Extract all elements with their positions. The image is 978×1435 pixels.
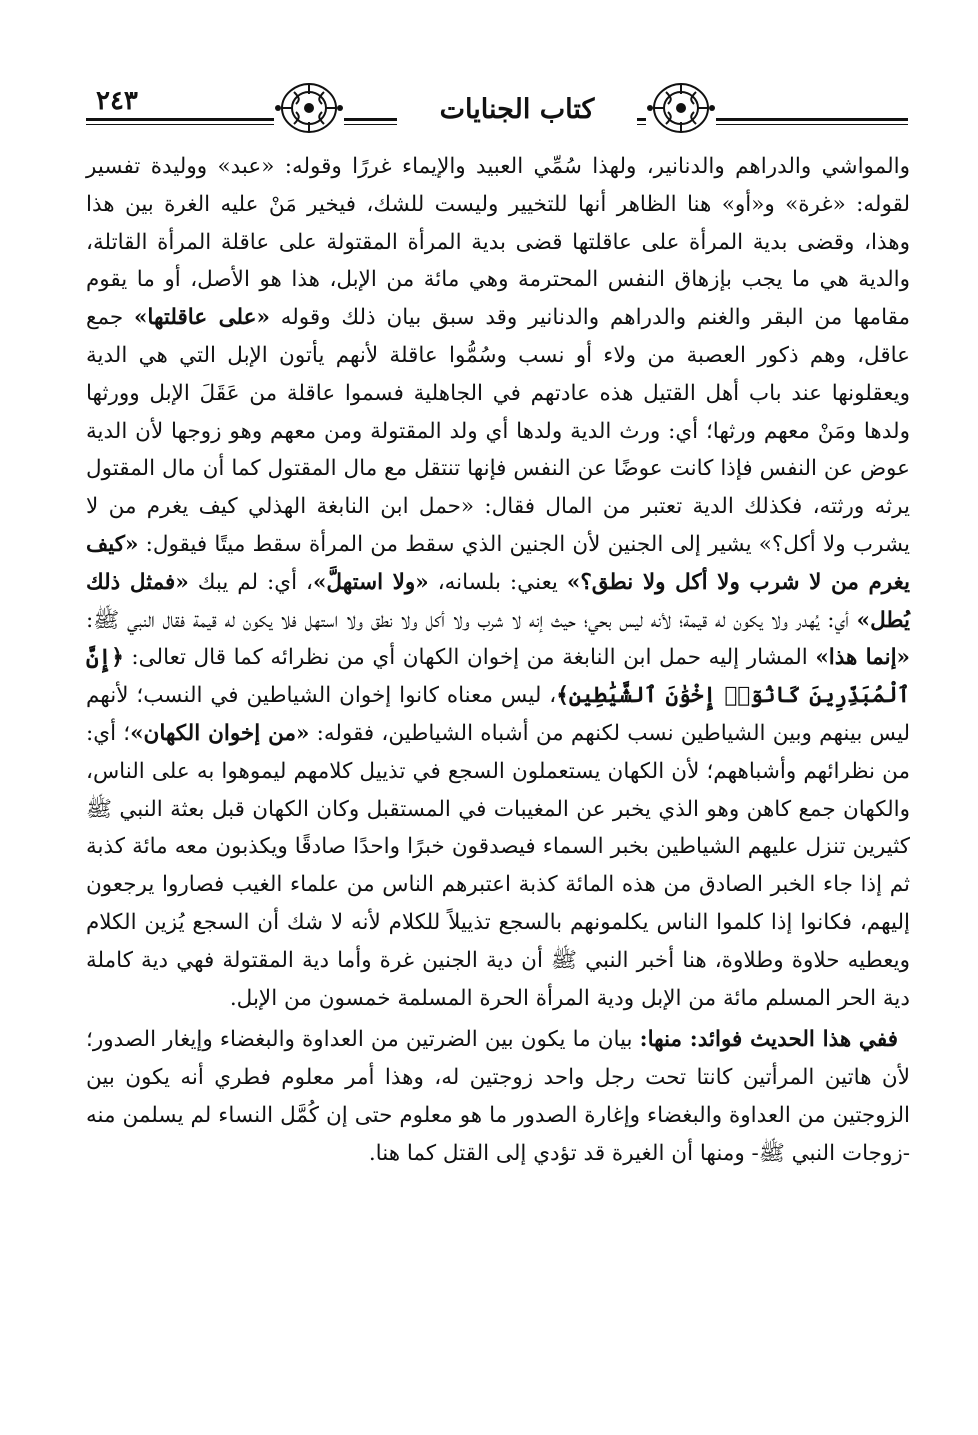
text-run: أي: يُهدر ولا يكون له قيمة؛ لأنه ليس بحي؛ حيث إنه لا شرب ولا أكل ولا نطق ولا استهل فلا يكون له قيمة فقال النبي ﷺ: (86, 607, 857, 633)
text-run: والمواشي والدراهم والدنانير، ولهذا سُمِّي العبيد والإيماء غررًا وقوله: «عبد» ووليدة تفسير لقوله: «غرة» و«أو» هنا الظاهر أنها للتخيير وليست للشك، فيخير مَنْ عليه الغرة بين هذا وهذا، وقضى بدية المرأة على عاقلتها قضى بدية المرأة المقتولة على عاقلة المرأة القاتلة، والدية هي ما يجب بإزهاق النفس المحترمة وهي مائة من الإبل، هذا هو الأصل، أو ما يقوم مقامها من البقر والغنم والدراهم والدنانير وقد سبق بيان ذلك وقوله (86, 154, 911, 331)
quoted-phrase: «إنما هذا» (815, 645, 910, 671)
benefits-heading: ففي هذا الحديث فوائد: منها: (639, 1027, 898, 1053)
chapter-title: كتاب الجنايات (397, 94, 637, 125)
text-run: المشار إليه حمل ابن النابغة من إخوان الكهان أي من نظرائه كما قال تعالى: (123, 645, 816, 671)
text-run: ؛ أي: من نظرائهم وأشباههم؛ لأن الكهان يستعملون السجع في تذييل كلامهم ليموهوا به على الناس، والكهان جمع كاهن وهو الذي يخبر عن المغيبات في المستقبل وكان الكهان قبل بعثة النبي ﷺ كثيرين تنزل عليهم الشياطين بخبر السماء فيصدقون خبرًا واحدًا صادقًا ويكذبون معه مائة كذبة ثم إذا جاء الخبر الصادق من هذه المائة كذبة اعتبرهم الناس من علماء الغيب فصاروا يرجعون إليهم، فكانوا إذا كلموا الناس يكلمونهم بالسجع تذييلاً للكلام لأنه لا شك أن السجع يُزين الكلام ويعطيه حلاوة وطلاوة، هنا أخبر النبي ﷺ أن دية الجنين غرة وأما دية المقتولة فهي دية كاملة دية الحر المسلم مائة من الإبل ودية المرأة الحرة المسلمة خمسون من الإبل. (86, 720, 910, 1011)
paragraph-benefits (86, 1021, 910, 1172)
quoted-phrase: «من إخوان الكهان» (130, 720, 310, 746)
right-ornament-icon (646, 80, 716, 136)
page-header (86, 72, 908, 142)
text-run: بيان ما يكون بين الضرتين من العداوة والبغضاء وإيغار الصدور؛ لأن هاتين المرأتين كانتا تحت رجل واحد زوجتين له، وهذا أمر معلوم فطري أنه يكون بين الزوجتين من العداوة والبغضاء وإغارة الصدور ما هو معلوم حتى إن كُمَّل النساء لم يسلمن منه -زوجات النبي ﷺ- ومنها أن الغيرة قد تؤدي إلى القتل كما هنا. (86, 1027, 910, 1166)
paragraph-commentary (86, 148, 910, 1017)
quoted-phrase: «كيف يغرم من لا شرب ولا أكل ولا نطق؟» (86, 531, 910, 595)
text-run: يعني: بلسانه، (428, 569, 567, 595)
text-run: جمع عاقل، وهم ذكور العصبة من ولاء أو نسب وسُمُّوا عاقلة لأنهم يأتون الإبل التي هي الدية ويعقلونها عند باب أهل القتيل هذه عادتهم في الجاهلية فسموا عاقلة من عَقَلَ الإبل وورثها ولدها ومَنْ معهم ورثها؛ أي: ورث الدية ولدها أي ولد المقتولة ومن معهم وهو زوجها لأن الدية عوض عن النفس فإذا كانت عوضًا عن النفس فإنها تنتقل مع مال المقتول كما أن مال المقتول يرثه ورثته، فكذلك الدية تعتبر من المال فقال: «حمل ابن النابغة الهذلي كيف يغرم من لا يشرب ولا أكل؟» يشير إلى الجنين لأن الجنين الذي سقط من المرأة سقط ميتًا فيقول: (86, 305, 910, 557)
quran-verse: ﴿إِنَّ ٱلْمُبَذِّرِينَ كَانُوٓا۟ إِخْوَٰنَ ٱلشَّيَٰطِينِ﴾ (86, 645, 910, 709)
page-body (86, 148, 910, 1173)
page-number: ٢٤٣ (92, 86, 142, 116)
quoted-phrase: «ولا استهلَّ» (312, 569, 429, 595)
text-run: ، أي: لم يبك (188, 569, 313, 595)
quoted-phrase: «على عاقلتها» (133, 305, 270, 331)
quoted-phrase: «فمثل ذلك يُطل» (86, 569, 910, 633)
text-run: ، ليس معناه كانوا إخوان الشياطين في النسب؛ لأنهم ليس بينهم وبين الشياطين نسب لكنهم من أشباه الشياطين، فقوله: (86, 683, 910, 746)
left-ornament-icon (274, 80, 344, 136)
